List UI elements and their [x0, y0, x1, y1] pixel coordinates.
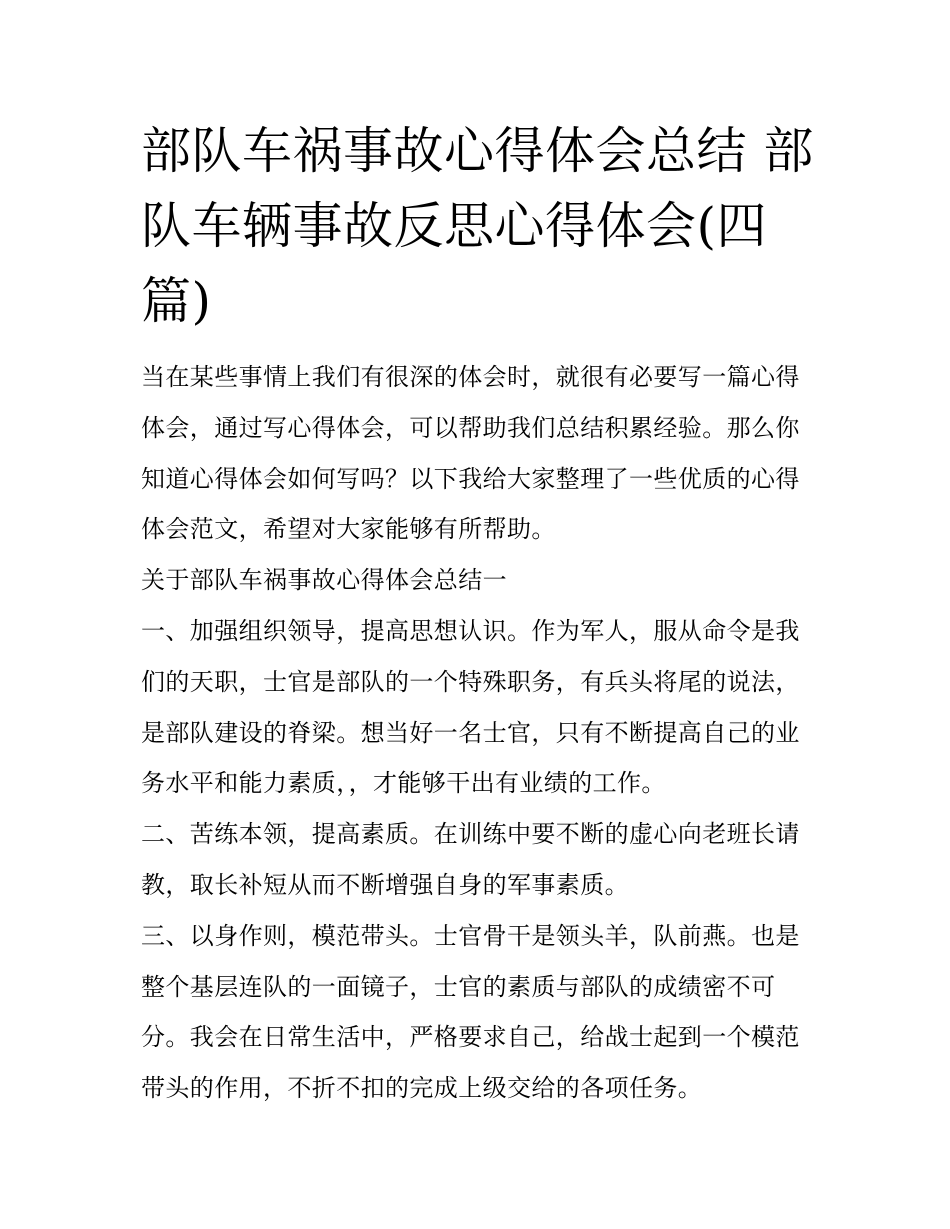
body-line-7: 们的天职，士官是部队的一个特殊职务，有兵头将尾的说法，	[141, 667, 800, 696]
document-title: 部队车祸事故心得体会总结 部队车辆事故反思心得体会(四篇)	[141, 122, 814, 330]
body-line-11: 教，取长补短从而不断增强自身的军事素质。	[141, 870, 629, 899]
body-line-4: 体会范文，希望对大家能够有所帮助。	[141, 515, 556, 544]
document-body	[141, 352, 819, 1114]
body-line-8: 是部队建设的脊梁。想当好一名士官，只有不断提高自己的业	[141, 718, 800, 747]
body-line-1: 当在某些事情上我们有很深的体会时，就很有必要写一篇心得	[141, 363, 800, 391]
body-line-10: 二、苦练本领，提高素质。在训练中要不断的虚心向老班长请	[141, 820, 800, 849]
body-line-14: 分。我会在日常生活中，严格要求自己，给战士起到一个模范	[141, 1023, 800, 1052]
body-line-13: 整个基层连队的一面镜子，士官的素质与部队的成绩密不可	[141, 972, 776, 1001]
body-line-15: 带头的作用，不折不扣的完成上级交给的各项任务。	[141, 1074, 703, 1103]
section-heading-1: 关于部队车祸事故心得体会总结一	[141, 566, 507, 595]
body-line-6: 一、加强组织领导，提高思想认识。作为军人，服从命令是我	[141, 616, 800, 645]
body-line-2: 体会，通过写心得体会，可以帮助我们总结积累经验。那么你	[141, 413, 800, 442]
body-line-3: 知道心得体会如何写吗？以下我给大家整理了一些优质的心得	[141, 464, 800, 493]
body-line-12: 三、以身作则，模范带头。士官骨干是领头羊，队前燕。也是	[141, 921, 800, 950]
body-line-9: 务水平和能力素质，，才能够干出有业绩的工作。	[141, 769, 666, 798]
